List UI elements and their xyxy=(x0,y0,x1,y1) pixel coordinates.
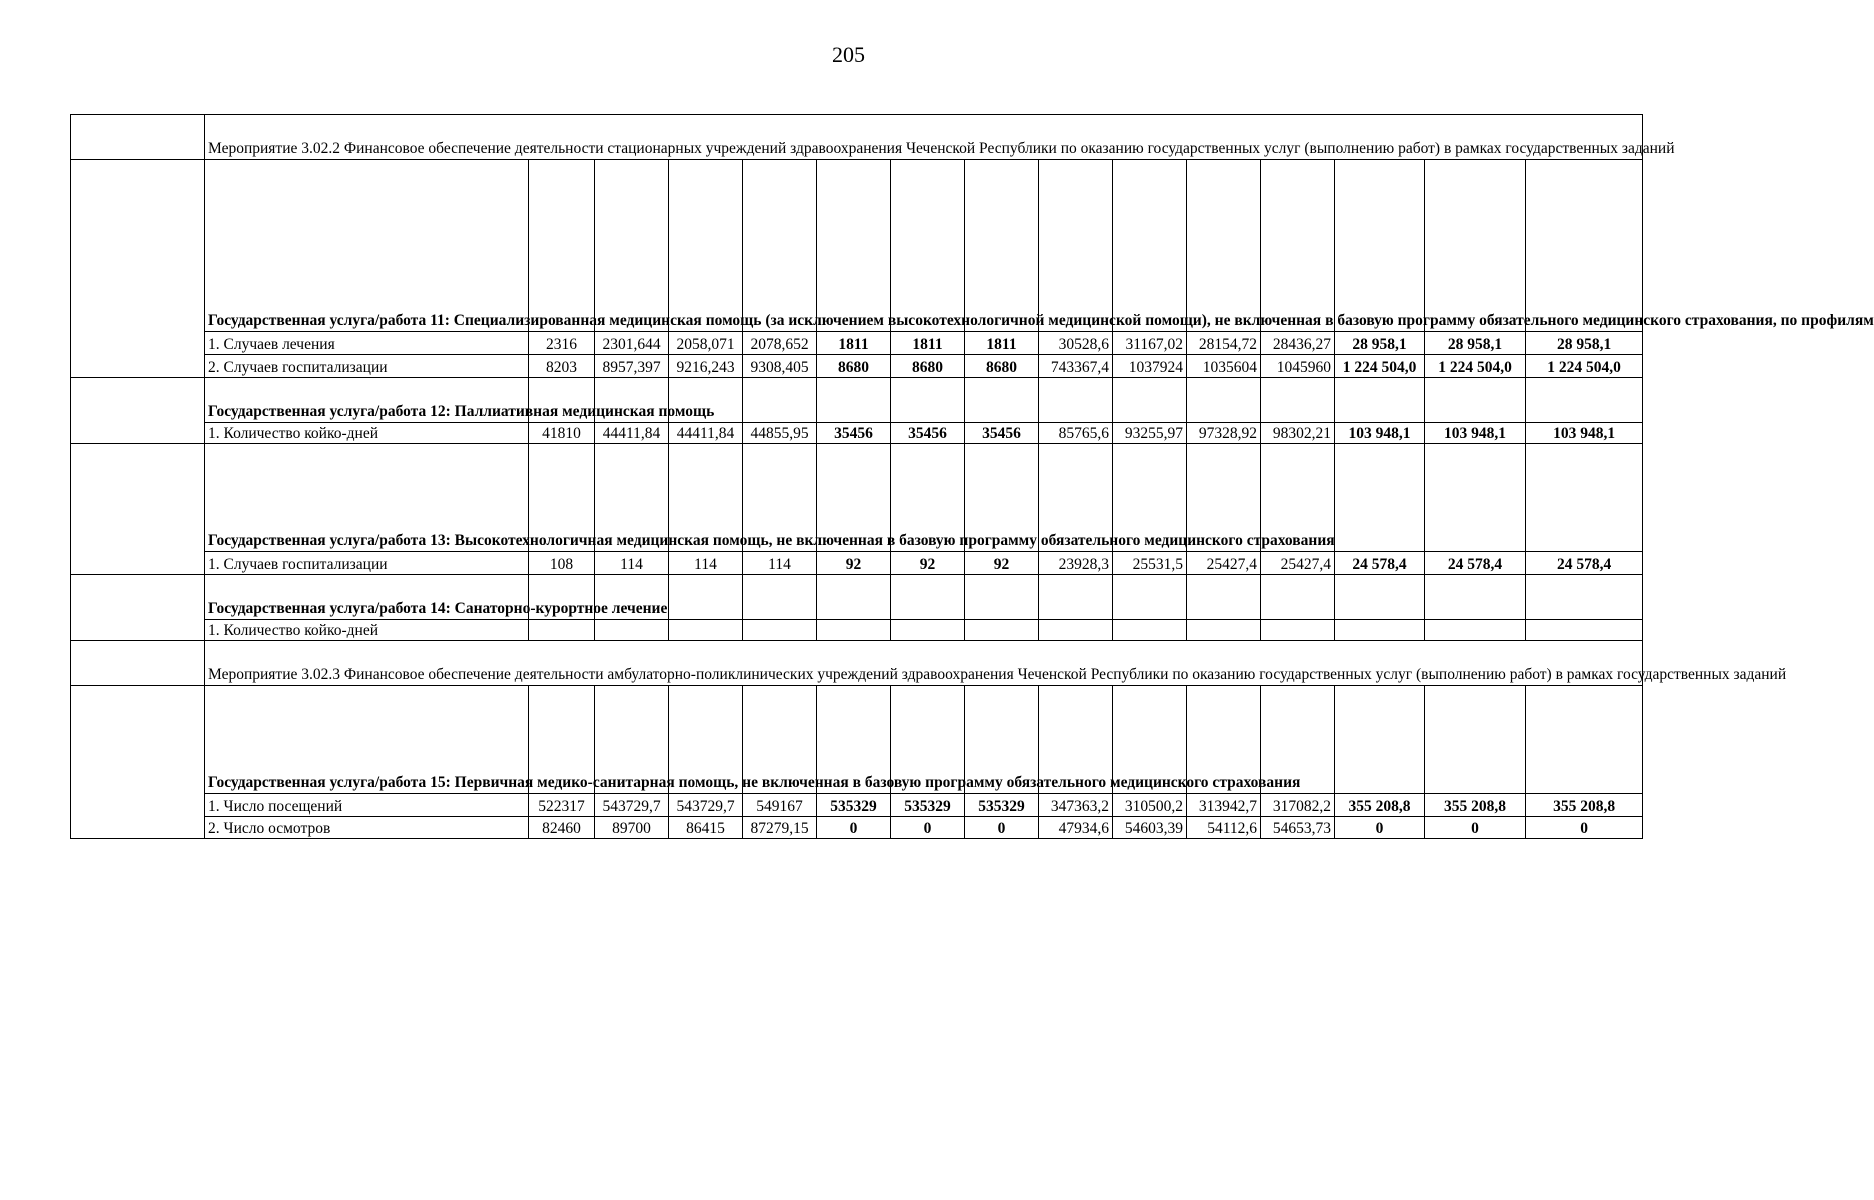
value-cell: 355 208,8 xyxy=(1526,794,1643,817)
value-cell: 89700 xyxy=(595,817,669,839)
empty-cell xyxy=(1187,378,1261,423)
value-cell: 9216,243 xyxy=(669,355,743,378)
value-cell: 1811 xyxy=(891,332,965,355)
empty-cell xyxy=(965,378,1039,423)
empty-cell xyxy=(1425,686,1526,794)
empty-cell xyxy=(1187,575,1261,620)
value-cell: 535329 xyxy=(817,794,891,817)
value-cell: 0 xyxy=(817,817,891,839)
value-cell xyxy=(1526,620,1643,641)
value-cell: 355 208,8 xyxy=(1335,794,1425,817)
value-cell: 8680 xyxy=(817,355,891,378)
value-cell: 0 xyxy=(1335,817,1425,839)
row-label: 1. Количество койко-дней xyxy=(205,620,529,641)
value-cell: 1035604 xyxy=(1187,355,1261,378)
empty-cell xyxy=(1113,378,1187,423)
empty-cell xyxy=(1335,575,1425,620)
value-cell: 1 224 504,0 xyxy=(1526,355,1643,378)
value-cell: 47934,6 xyxy=(1039,817,1113,839)
value-cell: 25427,4 xyxy=(1187,552,1261,575)
value-cell: 8203 xyxy=(529,355,595,378)
event-title: Мероприятие 3.02.2 Финансовое обеспечение деятельности стационарных учреждений здравоохранения Чеченской Республики по оказанию государственных услуг (выполнению работ) в рамках государственных заданий xyxy=(205,115,1643,160)
empty-cell xyxy=(965,160,1039,332)
empty-cell xyxy=(891,378,965,423)
value-cell: 9308,405 xyxy=(743,355,817,378)
value-cell: 543729,7 xyxy=(595,794,669,817)
value-cell: 92 xyxy=(817,552,891,575)
value-cell: 1811 xyxy=(965,332,1039,355)
blank-cell xyxy=(71,115,205,160)
empty-cell xyxy=(1039,160,1113,332)
table-row xyxy=(71,794,1643,817)
value-cell xyxy=(595,620,669,641)
value-cell: 23928,3 xyxy=(1039,552,1113,575)
value-cell: 8680 xyxy=(965,355,1039,378)
value-cell: 103 948,1 xyxy=(1526,423,1643,444)
value-cell: 1045960 xyxy=(1261,355,1335,378)
table-row xyxy=(71,620,1643,641)
value-cell: 310500,2 xyxy=(1113,794,1187,817)
blank-cell xyxy=(71,378,205,444)
service-title-row xyxy=(71,444,1643,552)
value-cell: 103 948,1 xyxy=(1335,423,1425,444)
value-cell: 24 578,4 xyxy=(1526,552,1643,575)
value-cell: 0 xyxy=(1425,817,1526,839)
value-cell: 8957,397 xyxy=(595,355,669,378)
value-cell xyxy=(743,620,817,641)
empty-cell xyxy=(1526,160,1643,332)
empty-cell xyxy=(669,575,743,620)
empty-cell xyxy=(669,160,743,332)
empty-cell xyxy=(1526,575,1643,620)
empty-cell xyxy=(1335,160,1425,332)
blank-cell xyxy=(71,160,205,378)
value-cell xyxy=(1113,620,1187,641)
value-cell xyxy=(1425,620,1526,641)
table-row xyxy=(71,355,1643,378)
event-row xyxy=(71,641,1643,686)
value-cell: 2301,644 xyxy=(595,332,669,355)
table-row xyxy=(71,332,1643,355)
empty-cell xyxy=(1425,160,1526,332)
row-label: 1. Случаев лечения xyxy=(205,332,529,355)
value-cell: 41810 xyxy=(529,423,595,444)
value-cell: 54112,6 xyxy=(1187,817,1261,839)
value-cell: 743367,4 xyxy=(1039,355,1113,378)
value-cell: 28436,27 xyxy=(1261,332,1335,355)
service-title: Государственная услуга/работа 13: Высокотехнологичная медицинская помощь, не включенная в базовую программу обязательного медицинского страхования xyxy=(205,444,529,552)
value-cell: 93255,97 xyxy=(1113,423,1187,444)
value-cell: 114 xyxy=(669,552,743,575)
value-cell: 2058,071 xyxy=(669,332,743,355)
value-cell: 313942,7 xyxy=(1187,794,1261,817)
empty-cell xyxy=(817,160,891,332)
value-cell: 97328,92 xyxy=(1187,423,1261,444)
value-cell: 54603,39 xyxy=(1113,817,1187,839)
value-cell: 535329 xyxy=(891,794,965,817)
value-cell: 28 958,1 xyxy=(1335,332,1425,355)
value-cell: 35456 xyxy=(817,423,891,444)
table-row xyxy=(71,552,1643,575)
value-cell: 28 958,1 xyxy=(1526,332,1643,355)
value-cell xyxy=(1039,620,1113,641)
value-cell: 44411,84 xyxy=(595,423,669,444)
value-cell: 114 xyxy=(595,552,669,575)
service-title-row xyxy=(71,575,1643,620)
value-cell: 28154,72 xyxy=(1187,332,1261,355)
value-cell: 44411,84 xyxy=(669,423,743,444)
value-cell: 347363,2 xyxy=(1039,794,1113,817)
value-cell: 25531,5 xyxy=(1113,552,1187,575)
row-label: 1. Количество койко-дней xyxy=(205,423,529,444)
empty-cell xyxy=(1335,444,1425,552)
value-cell: 82460 xyxy=(529,817,595,839)
value-cell: 35456 xyxy=(891,423,965,444)
value-cell: 535329 xyxy=(965,794,1039,817)
service-title: Государственная услуга/работа 12: Паллиативная медицинская помощь xyxy=(205,378,529,423)
value-cell: 549167 xyxy=(743,794,817,817)
value-cell: 543729,7 xyxy=(669,794,743,817)
value-cell: 31167,02 xyxy=(1113,332,1187,355)
service-title-row xyxy=(71,160,1643,332)
empty-cell xyxy=(529,160,595,332)
value-cell xyxy=(965,620,1039,641)
value-cell: 0 xyxy=(1526,817,1643,839)
value-cell: 30528,6 xyxy=(1039,332,1113,355)
service-title-row xyxy=(71,686,1643,794)
empty-cell xyxy=(1425,575,1526,620)
empty-cell xyxy=(817,575,891,620)
event-row xyxy=(71,115,1643,160)
table-row xyxy=(71,817,1643,839)
empty-cell xyxy=(1526,686,1643,794)
empty-cell xyxy=(743,378,817,423)
service-title: Государственная услуга/работа 14: Санаторно-курортное лечение xyxy=(205,575,529,620)
empty-cell xyxy=(1425,444,1526,552)
blank-cell xyxy=(71,575,205,641)
empty-cell xyxy=(1335,378,1425,423)
value-cell xyxy=(1261,620,1335,641)
value-cell: 28 958,1 xyxy=(1425,332,1526,355)
value-cell xyxy=(1187,620,1261,641)
value-cell: 24 578,4 xyxy=(1335,552,1425,575)
value-cell: 92 xyxy=(891,552,965,575)
value-cell xyxy=(891,620,965,641)
value-cell: 24 578,4 xyxy=(1425,552,1526,575)
empty-cell xyxy=(743,575,817,620)
value-cell xyxy=(1335,620,1425,641)
value-cell: 1 224 504,0 xyxy=(1335,355,1425,378)
value-cell: 0 xyxy=(965,817,1039,839)
value-cell: 87279,15 xyxy=(743,817,817,839)
row-label: 1. Число посещений xyxy=(205,794,529,817)
empty-cell xyxy=(1187,160,1261,332)
value-cell: 317082,2 xyxy=(1261,794,1335,817)
empty-cell xyxy=(1039,378,1113,423)
empty-cell xyxy=(965,575,1039,620)
value-cell: 1811 xyxy=(817,332,891,355)
value-cell xyxy=(529,620,595,641)
empty-cell xyxy=(1261,160,1335,332)
empty-cell xyxy=(817,378,891,423)
value-cell: 54653,73 xyxy=(1261,817,1335,839)
value-cell: 98302,21 xyxy=(1261,423,1335,444)
value-cell: 35456 xyxy=(965,423,1039,444)
empty-cell xyxy=(1113,160,1187,332)
empty-cell xyxy=(1261,378,1335,423)
blank-cell xyxy=(71,444,205,575)
value-cell: 1037924 xyxy=(1113,355,1187,378)
empty-cell xyxy=(1039,575,1113,620)
value-cell xyxy=(817,620,891,641)
service-title: Государственная услуга/работа 15: Первичная медико-санитарная помощь, не включенная в базовую программу обязательного медицинского страхования xyxy=(205,686,529,794)
value-cell: 85765,6 xyxy=(1039,423,1113,444)
value-cell: 25427,4 xyxy=(1261,552,1335,575)
empty-cell xyxy=(1335,686,1425,794)
value-cell: 2316 xyxy=(529,332,595,355)
value-cell: 92 xyxy=(965,552,1039,575)
row-label: 2. Случаев госпитализации xyxy=(205,355,529,378)
event-title: Мероприятие 3.02.3 Финансовое обеспечение деятельности амбулаторно-поликлинических учреждений здравоохранения Чеченской Республики по оказанию государственных услуг (выполнению работ) в рамках государственных заданий xyxy=(205,641,1643,686)
blank-cell xyxy=(71,641,205,686)
blank-cell xyxy=(71,686,205,839)
page-number: 205 xyxy=(832,42,865,67)
data-table xyxy=(70,114,1874,839)
value-cell: 44855,95 xyxy=(743,423,817,444)
value-cell xyxy=(669,620,743,641)
value-cell: 0 xyxy=(891,817,965,839)
value-cell: 86415 xyxy=(669,817,743,839)
empty-cell xyxy=(1526,378,1643,423)
empty-cell xyxy=(595,160,669,332)
empty-cell xyxy=(891,160,965,332)
row-label: 2. Число осмотров xyxy=(205,817,529,839)
value-cell: 8680 xyxy=(891,355,965,378)
value-cell: 2078,652 xyxy=(743,332,817,355)
value-cell: 108 xyxy=(529,552,595,575)
value-cell: 103 948,1 xyxy=(1425,423,1526,444)
value-cell: 114 xyxy=(743,552,817,575)
service-title: Государственная услуга/работа 11: Специализированная медицинская помощь (за исключением высокотехнологичной медицинской помощи), не включенная в базовую программу обязательного медицинского страхования, по профилям xyxy=(205,160,529,332)
empty-cell xyxy=(1113,575,1187,620)
table-row xyxy=(71,423,1643,444)
empty-cell xyxy=(1526,444,1643,552)
empty-cell xyxy=(1261,575,1335,620)
value-cell: 1 224 504,0 xyxy=(1425,355,1526,378)
empty-cell xyxy=(891,575,965,620)
empty-cell xyxy=(743,160,817,332)
value-cell: 355 208,8 xyxy=(1425,794,1526,817)
value-cell: 522317 xyxy=(529,794,595,817)
empty-cell xyxy=(1425,378,1526,423)
service-title-row xyxy=(71,378,1643,423)
row-label: 1. Случаев госпитализации xyxy=(205,552,529,575)
